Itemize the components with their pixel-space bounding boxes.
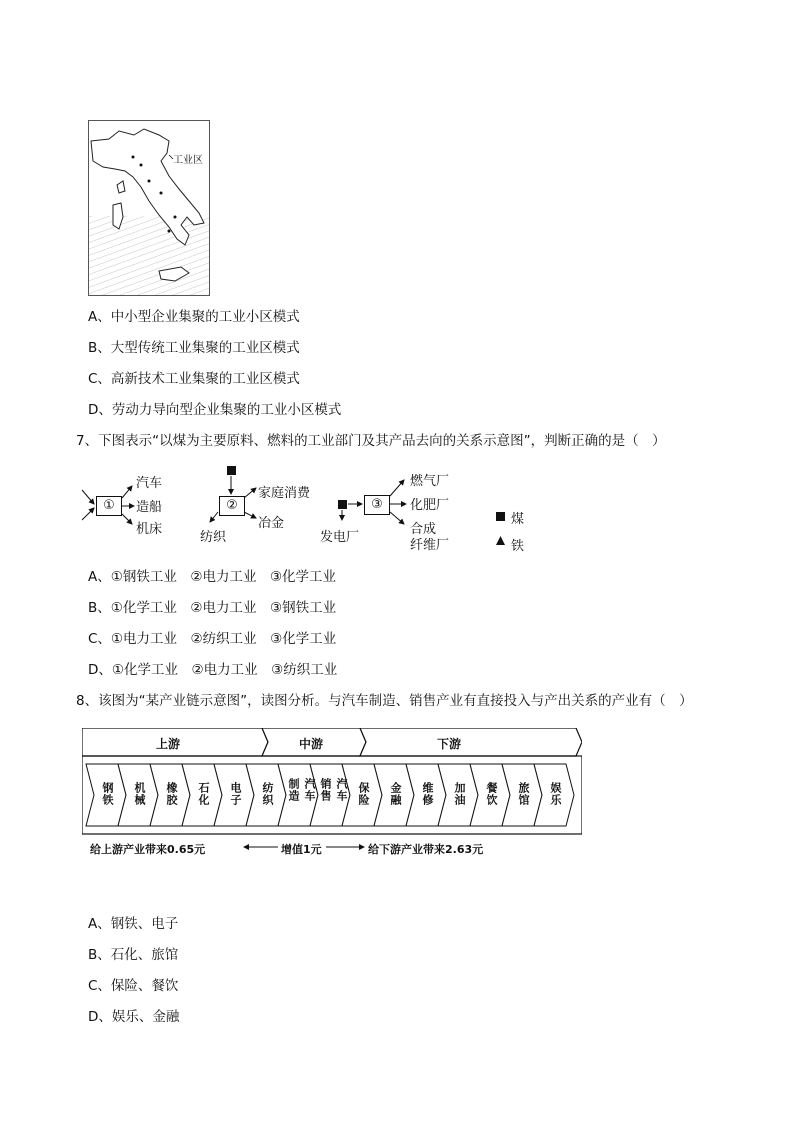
q6-option-c[interactable]: C、高新技术工业集聚的工业区模式	[88, 371, 300, 387]
chain-item-label: 橡胶	[165, 782, 178, 806]
midstream-label: 中游	[299, 737, 324, 751]
q6-option-a[interactable]: A、中小型企业集聚的工业小区模式	[88, 309, 300, 325]
footer-downstream: 给下游产业带来2.63元	[368, 843, 484, 856]
out2-textile: 纺织	[200, 530, 227, 545]
q7-option-a[interactable]: A、①钢铁工业 ②电力工业 ③化学工业	[88, 569, 337, 585]
out1-machine-tool: 机床	[136, 522, 163, 537]
out3-fiber-plant: 纤维厂	[410, 538, 450, 553]
chain-item-label: 纺织	[261, 782, 274, 806]
chain-item-label: 加油	[453, 782, 466, 806]
footer-upstream: 给上游产业带来0.65元	[90, 843, 206, 856]
q7-option-c[interactable]: C、①电力工业 ②纺织工业 ③化学工业	[88, 631, 337, 647]
legend-iron-triangle	[496, 536, 505, 545]
box-2: ②	[219, 496, 245, 516]
out2-household: 家庭消费	[258, 486, 311, 501]
out3-gas-plant: 燃气厂	[410, 474, 450, 489]
upstream-label: 上游	[156, 737, 181, 751]
map-outline	[89, 121, 209, 295]
out3-synthetic: 合成	[410, 522, 437, 537]
chain-item-label: 旅馆	[517, 782, 530, 806]
chain-item-label: 石化	[197, 782, 210, 806]
q8-option-c[interactable]: C、保险、餐饮	[88, 978, 179, 994]
q8-stem: 8、该图为“某产业链示意图”，读图分析。与汽车制造、销售产业有直接投入与产出关系的产业有（ ）	[76, 693, 693, 709]
chain-item-label: 娱乐	[549, 782, 562, 806]
q7-stem: 7、下图表示“以煤为主要原料、燃料的工业部门及其产品去向的关系示意图”，判断正确的是（ ）	[76, 433, 666, 449]
chain-item-label: 金融	[389, 782, 402, 806]
chain-item-label: 餐饮	[485, 782, 498, 806]
box-1: ①	[96, 496, 122, 516]
q6-option-d[interactable]: D、劳动力导向型企业集聚的工业小区模式	[88, 402, 342, 418]
legend-coal-square	[496, 512, 505, 521]
q7-option-d[interactable]: D、①化学工业 ②电力工业 ③纺织工业	[88, 662, 338, 678]
chain-item-label: 机械	[133, 782, 146, 806]
chain-item-label: 维修	[421, 782, 434, 806]
italy-industrial-map	[88, 120, 210, 296]
out3-fertilizer-plant: 化肥厂	[410, 498, 450, 513]
q8-option-a[interactable]: A、钢铁、电子	[88, 916, 179, 932]
chain-item-label: 电子	[229, 782, 242, 806]
out1-car: 汽车	[136, 476, 163, 491]
box-3: ③	[364, 495, 390, 515]
chain-item-label: 汽车销售	[319, 778, 348, 802]
map-legend-label: 工业区	[173, 155, 203, 166]
q7-option-b[interactable]: B、①化学工业 ②电力工业 ③钢铁工业	[88, 600, 337, 616]
q8-option-d[interactable]: D、娱乐、金融	[88, 1009, 180, 1025]
out1-shipbuilding: 造船	[136, 500, 163, 515]
out2-metallurgy: 冶金	[258, 516, 285, 531]
q8-option-b[interactable]: B、石化、旅馆	[88, 947, 179, 963]
legend-coal-label: 煤	[511, 512, 525, 527]
q6-option-b[interactable]: B、大型传统工业集聚的工业区模式	[88, 340, 300, 356]
chain-item-label: 保险	[357, 782, 370, 806]
industry-chain-diagram	[82, 728, 582, 840]
downstream-label: 下游	[437, 737, 462, 751]
footer-value-added: 增值1元	[281, 843, 322, 856]
chain-item-label: 汽车制造	[287, 778, 316, 802]
in3-power-plant: 发电厂	[320, 530, 360, 545]
legend-iron-label: 铁	[511, 539, 525, 554]
chain-item-label: 钢铁	[101, 782, 114, 806]
